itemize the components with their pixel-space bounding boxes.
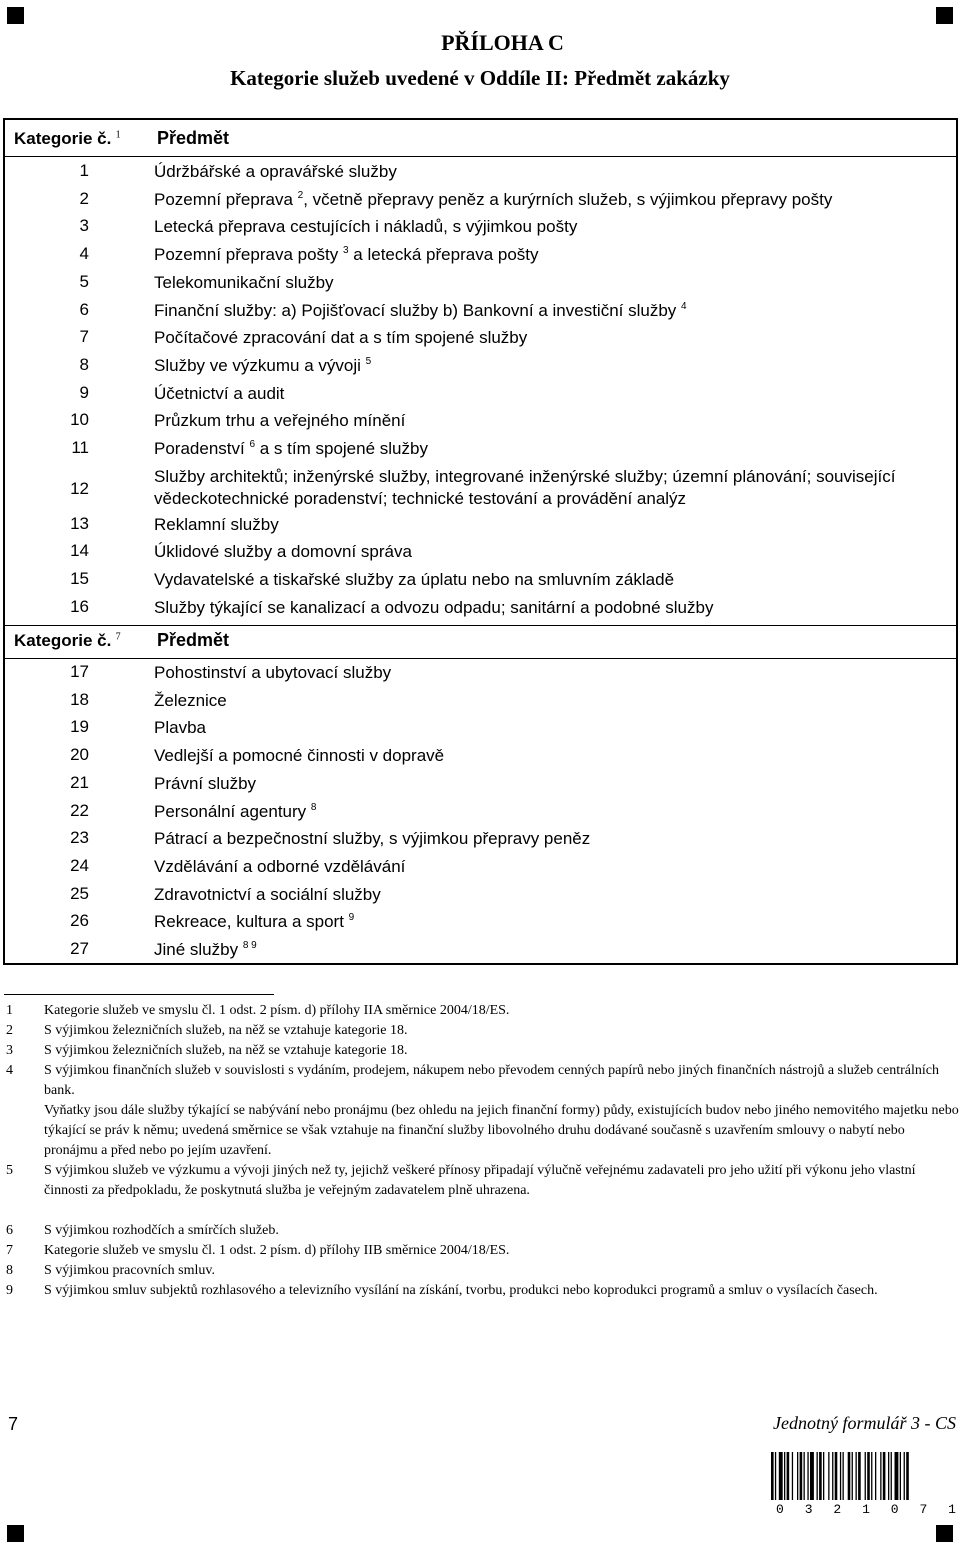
- category-number: 18: [70, 689, 89, 709]
- category-subject: [154, 745, 952, 767]
- category-row: [5, 161, 956, 189]
- category-subject-text: Rekreace, kultura a sport: [154, 912, 344, 932]
- barcode: [771, 1452, 955, 1500]
- footnote-number: 8: [6, 1263, 13, 1278]
- barcode-bar: [858, 1452, 861, 1500]
- category-subject: [154, 300, 952, 322]
- category-subject-text: Zdravotnictví a sociální služby: [154, 884, 381, 904]
- barcode-bar: [852, 1452, 853, 1500]
- barcode-bar: [904, 1452, 905, 1500]
- barcode-bar: [832, 1452, 833, 1500]
- category-row: [5, 244, 956, 272]
- category-row: [5, 856, 956, 884]
- category-row: [5, 662, 956, 690]
- category-subject: [154, 355, 952, 377]
- category-number: 24: [70, 855, 89, 875]
- category-subject-text: Vydavatelské a tiskařské služby za úplatu nebo na smluvním základě: [154, 570, 675, 590]
- footnote-number: 4: [6, 1063, 13, 1078]
- category-subject: [154, 773, 952, 795]
- barcode-digit: 0: [776, 1502, 784, 1517]
- footnote-text: S výjimkou rozhodčích a smírčích služeb.: [44, 1223, 279, 1238]
- category-subject-text: Průzkum trhu a veřejného mínění: [154, 411, 406, 431]
- category-subject: [154, 828, 952, 850]
- barcode-bar: [804, 1452, 805, 1500]
- category-row: [5, 410, 956, 438]
- category-subject-text: Personální agentury: [154, 801, 307, 821]
- barcode-bar: [867, 1452, 870, 1500]
- category-subject: [154, 541, 952, 563]
- section1-category-sup: 1: [115, 129, 121, 141]
- category-number: 7: [79, 327, 89, 347]
- category-number: 20: [70, 745, 89, 765]
- category-number: 11: [71, 438, 89, 457]
- category-subject-text: Finanční služby: a) Pojišťovací služby b) Bankovní a investiční služby: [154, 300, 677, 320]
- category-row: [5, 466, 956, 514]
- category-subject: [154, 856, 952, 878]
- category-number: 23: [70, 828, 89, 848]
- category-subject-text: Reklamní služby: [154, 514, 279, 534]
- footnote-ref: 4: [681, 300, 687, 312]
- barcode-bar: [779, 1452, 783, 1500]
- divider: [5, 625, 956, 626]
- category-subject-continuation: a s tím spojené služby: [255, 439, 428, 458]
- category-subject: [154, 514, 952, 536]
- category-subject-continuation: , včetně přepravy peněz a kurýrních služeb, s výjimkou přepravy pošty: [303, 189, 833, 209]
- category-row: [5, 717, 956, 745]
- barcode-bar: [906, 1452, 909, 1500]
- barcode-digit: 0: [890, 1502, 899, 1517]
- footnote-number: 3: [6, 1043, 13, 1058]
- category-subject: [154, 939, 952, 961]
- category-subject: [154, 801, 952, 823]
- footnote-ref: 8 9: [242, 940, 257, 951]
- category-number: 27: [70, 939, 89, 958]
- footnote-ref: 5: [365, 355, 372, 367]
- category-number: 25: [70, 883, 89, 903]
- category-subject: [154, 383, 952, 405]
- category-number: 5: [79, 271, 89, 291]
- category-row: [5, 300, 956, 328]
- category-number: 13: [70, 513, 89, 533]
- category-number: 21: [70, 772, 89, 792]
- category-subject: [154, 189, 952, 211]
- barcode-digits: [776, 1502, 956, 1517]
- category-subject: [154, 216, 952, 238]
- category-number: 15: [70, 569, 89, 589]
- category-subject: [154, 327, 952, 349]
- barcode-bar: [823, 1452, 824, 1500]
- category-number: 4: [79, 244, 89, 264]
- category-row: [5, 216, 956, 244]
- footnote-text: Kategorie služeb ve smyslu čl. 1 odst. 2 písm. d) přílohy IIB směrnice 2004/18/ES.: [44, 1243, 510, 1258]
- category-row: [5, 189, 956, 217]
- category-row: [5, 939, 956, 967]
- category-subject: [154, 244, 952, 266]
- category-subject-text: Plavba: [154, 718, 206, 738]
- category-subject-text: Účetnictví a audit: [154, 383, 285, 403]
- category-subject: [154, 410, 952, 432]
- category-row: [5, 514, 956, 542]
- barcode-bar: [895, 1452, 899, 1500]
- category-number: 9: [79, 382, 89, 402]
- category-subject-text: Údržbářské a opravářské služby: [154, 162, 397, 181]
- category-row: [5, 828, 956, 856]
- category-row: [5, 383, 956, 411]
- category-subject-text: Železnice: [154, 690, 227, 710]
- category-number: 14: [70, 541, 89, 561]
- category-subject: [154, 569, 952, 591]
- category-subject: [154, 884, 952, 906]
- category-row: [5, 355, 956, 383]
- barcode-bar: [817, 1452, 818, 1500]
- barcode-digit: 3: [804, 1502, 813, 1517]
- footnote-ref: 8: [310, 801, 317, 813]
- footnote-ref: 3: [343, 245, 349, 257]
- category-number: 6: [79, 299, 89, 319]
- footnote-text: Vyňatky jsou dále služby týkající se nabývání nebo pronájmu (bez ohledu na jejich finanční formy) půdy, existujících budov nebo jiného nemovitého majetku nebo týkající se práv k němu; uvedená směrnice se však vztahuje na finanční služby libovolného druhu dodávané současně s uzavřením smlouvy o nabytí nebo pronájmu a před nebo po jejím uzavření.: [44, 1103, 959, 1158]
- category-subject-text: Pohostinství a ubytovací služby: [154, 663, 392, 682]
- barcode-bar: [771, 1452, 774, 1500]
- footnote-text: S výjimkou železničních služeb, na něž se vztahuje kategorie 18.: [44, 1023, 408, 1038]
- barcode-digit: 2: [833, 1502, 842, 1517]
- category-subject-text: Pátrací a bezpečnostní služby, s výjimkou přepravy peněz: [154, 829, 591, 849]
- category-subject: [154, 717, 952, 739]
- category-row: [5, 690, 956, 718]
- category-row: [5, 597, 956, 625]
- footnote-number: 6: [6, 1223, 13, 1238]
- divider: [5, 658, 956, 659]
- barcode-bar: [848, 1452, 851, 1500]
- footnote-ref: 6: [249, 439, 256, 450]
- category-subject-text: Jiné služby: [154, 940, 239, 959]
- footnote-text: S výjimkou smluv subjektů rozhlasového a televizního vysílání na získání, tvorbu, produkci nebo koprodukci programů a smluv o vysílacích časech.: [44, 1283, 878, 1298]
- category-row: [5, 438, 956, 466]
- barcode-bar: [891, 1452, 892, 1500]
- category-row: [5, 272, 956, 300]
- section1-subject-header: Předmět: [157, 128, 230, 148]
- barcode-bar: [800, 1452, 803, 1500]
- category-subject-text: Vzdělávání a odborné vzdělávání: [154, 856, 406, 876]
- barcode-digit: 1: [948, 1502, 956, 1517]
- footnote-rule: [4, 994, 274, 995]
- footnote-ref: 2: [297, 189, 304, 201]
- category-number: 17: [70, 662, 89, 681]
- category-subject-text: Právní služby: [154, 773, 257, 793]
- barcode-bar: [875, 1452, 876, 1500]
- footnote-text: Kategorie služeb ve smyslu čl. 1 odst. 2 písm. d) přílohy IIA směrnice 2004/18/ES.: [44, 1003, 510, 1018]
- category-number: 22: [70, 800, 89, 820]
- corner-mark-top-right: [936, 7, 953, 24]
- footnote-text: S výjimkou pracovních smluv.: [44, 1263, 215, 1278]
- category-number: 16: [70, 596, 89, 616]
- footnote-text: S výjimkou finančních služeb v souvislosti s vydáním, prodejem, nákupem nebo převodem cenných papírů nebo jiných finančních nástrojů a služeb centrálních bank.: [44, 1063, 939, 1098]
- category-subject-text: Letecká přeprava cestujících i nákladů, s výjimkou pošty: [154, 217, 578, 237]
- footnote-text: S výjimkou železničních služeb, na něž se vztahuje kategorie 18.: [44, 1043, 408, 1058]
- footnote-number: 5: [6, 1163, 13, 1178]
- page-title: PŘÍLOHA C: [441, 30, 564, 55]
- divider: [5, 156, 956, 157]
- section2-category-header: Kategorie č. $^7$: [14, 631, 121, 650]
- corner-mark-top-left: [7, 7, 24, 24]
- category-subject: [154, 690, 952, 712]
- category-number: 8: [79, 354, 89, 374]
- page-subtitle: Kategorie služeb uvedené v Oddíle II: Předmět zakázky: [230, 66, 730, 90]
- category-subject: [154, 597, 952, 619]
- category-subject-text: Služby týkající se kanalizací a odvozu odpadu; sanitární a podobné služby: [154, 597, 714, 617]
- category-subject: [154, 466, 952, 510]
- footnote-text: S výjimkou služeb ve výzkumu a vývoji jiných než ty, jejichž veškeré přínosy připadají výlučně veřejnému zadavateli pro jeho užití při výkonu jeho vlastní činnosti za předpokladu, že poskytnutá služba je veřejným zadavatelem plně uhrazena.: [44, 1163, 916, 1198]
- category-number: 2: [79, 188, 89, 208]
- category-table: [3, 118, 958, 965]
- category-row: [5, 801, 956, 829]
- barcode-bar: [784, 1452, 785, 1500]
- category-row: [5, 327, 956, 355]
- category-number: 26: [70, 911, 89, 931]
- category-number: 1: [79, 161, 89, 180]
- footnote-number: 7: [6, 1243, 13, 1258]
- barcode-bar: [888, 1452, 889, 1500]
- footnote-number: 9: [6, 1283, 13, 1298]
- category-number: 3: [79, 216, 89, 236]
- barcode-bar: [835, 1452, 838, 1500]
- category-row: [5, 541, 956, 569]
- barcode-bar: [828, 1452, 829, 1500]
- category-subject-text: Pozemní přeprava pošty: [154, 245, 339, 265]
- category-subject-text: Služby architektů; inženýrské služby, integrované inženýrské služby; územní plánování; související vědeckotechnické poradenství; technické testování a provádění analýz: [154, 466, 896, 508]
- category-subject: [154, 438, 952, 460]
- barcode-bar: [787, 1452, 790, 1500]
- barcode-bar: [856, 1452, 857, 1500]
- form-name: Jednotný formulář 3 - CS: [773, 1413, 956, 1433]
- category-subject-text: Služby ve výzkumu a vývoji: [154, 355, 361, 375]
- section1-category-header: Kategorie č. $^1$: [14, 129, 121, 148]
- category-row: [5, 569, 956, 597]
- footnote-number: 2: [6, 1023, 13, 1038]
- category-subject: [154, 662, 952, 684]
- corner-mark-bottom-left: [7, 1525, 24, 1542]
- barcode-bar: [819, 1452, 822, 1500]
- category-row: [5, 745, 956, 773]
- category-row: [5, 884, 956, 912]
- category-subject: [154, 161, 952, 183]
- category-number: 10: [70, 410, 89, 430]
- section2-category-sup: 7: [115, 631, 121, 643]
- category-number: 12: [70, 478, 89, 498]
- category-subject-text: Pozemní přeprava: [154, 189, 293, 209]
- category-number: 19: [70, 717, 89, 737]
- footnote-ref: 9: [348, 912, 355, 924]
- category-subject-continuation: a letecká přeprava pošty: [348, 245, 539, 265]
- barcode-bar: [840, 1452, 841, 1500]
- corner-mark-bottom-right: [936, 1525, 953, 1542]
- category-subject: [154, 272, 952, 294]
- barcode-bar: [775, 1452, 776, 1500]
- category-subject-text: Poradenství: [154, 439, 245, 458]
- category-subject-text: Vedlejší a pomocné činnosti v dopravě: [154, 746, 445, 766]
- barcode-bar: [792, 1452, 793, 1500]
- category-row: [5, 773, 956, 801]
- category-subject-text: Počítačové zpracování dat a s tím spojené služby: [154, 328, 528, 348]
- barcode-bar: [880, 1452, 881, 1500]
- barcode-bar: [865, 1452, 866, 1500]
- barcode-bar: [843, 1452, 844, 1500]
- barcode-bar: [807, 1452, 808, 1500]
- barcode-digit: 1: [862, 1502, 870, 1517]
- category-subject-text: Telekomunikační služby: [154, 272, 334, 292]
- barcode-bar: [810, 1452, 814, 1500]
- barcode-bar: [797, 1452, 798, 1500]
- barcode-bar: [900, 1452, 901, 1500]
- category-subject-text: Úklidové služby a domovní správa: [154, 542, 412, 562]
- page-number: 7: [8, 1414, 19, 1434]
- barcode-digit: 7: [919, 1502, 928, 1517]
- category-row: [5, 911, 956, 939]
- footnote-number: 1: [6, 1003, 13, 1018]
- section2-subject-header: Předmět: [157, 630, 230, 650]
- barcode-bar: [883, 1452, 886, 1500]
- category-subject: [154, 911, 952, 933]
- barcode-bar: [871, 1452, 872, 1500]
